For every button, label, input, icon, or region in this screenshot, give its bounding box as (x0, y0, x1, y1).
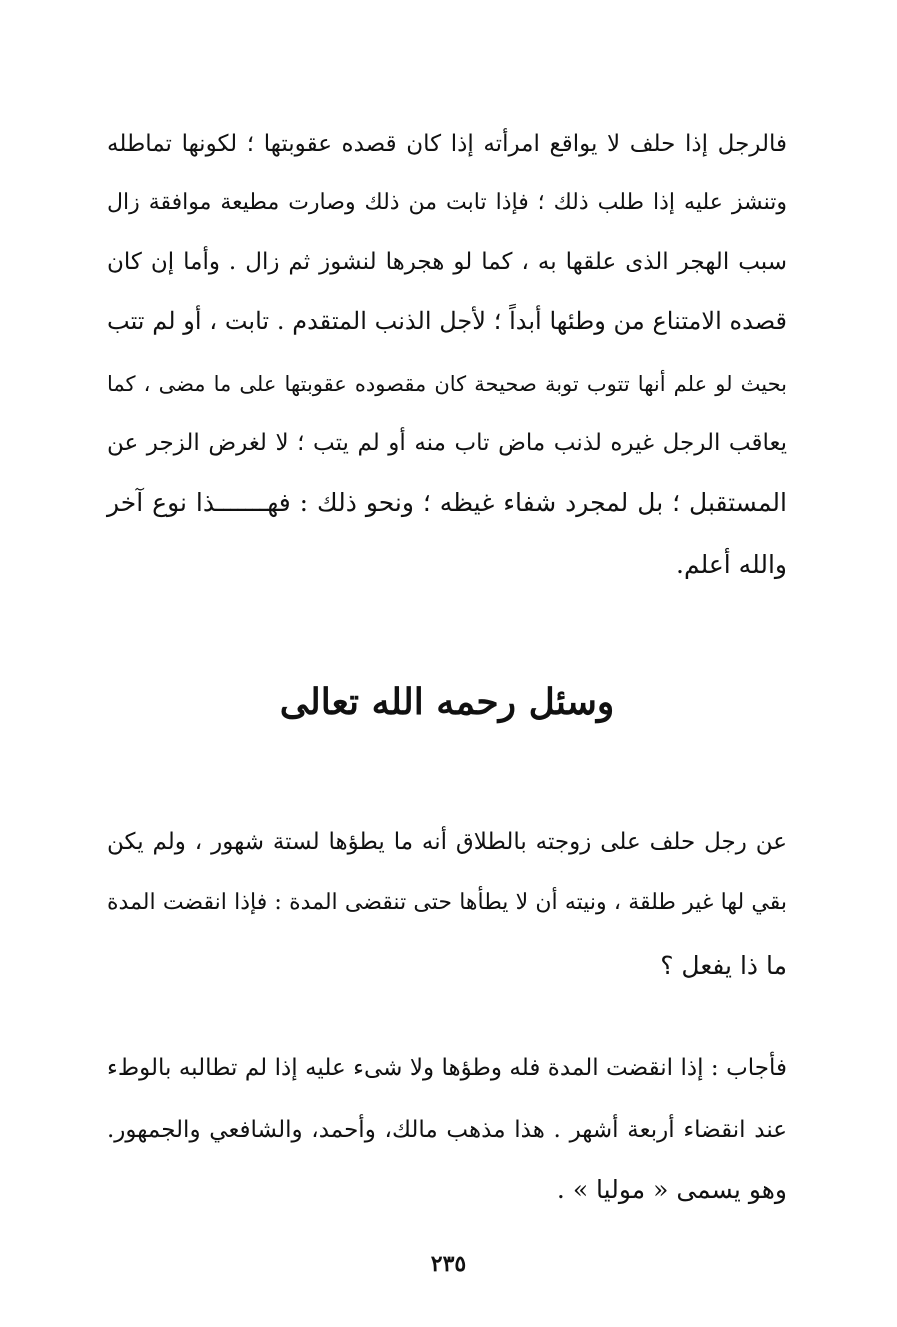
text-line: والله أعلم. (676, 550, 787, 579)
text-line: بحيث لو علم أنها تتوب توبة صحيحة كان مقصوده عقوبتها على ما مضى ، كما (107, 372, 787, 396)
text-line: ما ذا يفعل ؟ (660, 951, 787, 980)
text-line: وهو يسمى « موليا » . (556, 1175, 787, 1204)
text-line: سبب الهجر الذى علقها به ، كما لو هجرها لنشوز ثم زال . وأما إن كان (107, 249, 787, 275)
text-line: عند انقضاء أربعة أشهر . هذا مذهب مالك، وأحمد، والشافعي والجمهور. (107, 1117, 787, 1143)
text-line: يعاقب الرجل غيره لذنب ماض تاب منه أو لم يتب ؛ لا لغرض الزجر عن (107, 430, 787, 456)
text-line: بقي لها غير طلقة ، ونيته أن لا يطأها حتى تنقضى المدة : فإذا انقضت المدة (107, 890, 787, 915)
page-number: ٢٣٥ (430, 1251, 467, 1277)
text-line: المستقبل ؛ بل لمجرد شفاء غيظه ؛ ونحو ذلك : فهـــــــذا نوع آخر (107, 488, 787, 517)
text-line: قصده الامتناع من وطئها أبداً ؛ لأجل الذنب المتقدم . تابت ، أو لم تتب (107, 307, 787, 335)
text-line: فالرجل إذا حلف لا يواقع امرأته إذا كان قصده عقوبتها ؛ لكونها تماطله (107, 131, 787, 157)
text-line: وتنشز عليه إذا طلب ذلك ؛ فإذا تابت من ذلك وصارت مطيعة موافقة زال (107, 190, 787, 215)
text-line: فأجاب : إذا انقضت المدة فله وطؤها ولا شىء عليه إذا لم تطالبه بالوطء (107, 1055, 787, 1081)
section-heading: وسئل رحمه الله تعالى (279, 681, 615, 723)
text-line: عن رجل حلف على زوجته بالطلاق أنه ما يطؤها لستة شهور ، ولم يكن (107, 829, 787, 855)
